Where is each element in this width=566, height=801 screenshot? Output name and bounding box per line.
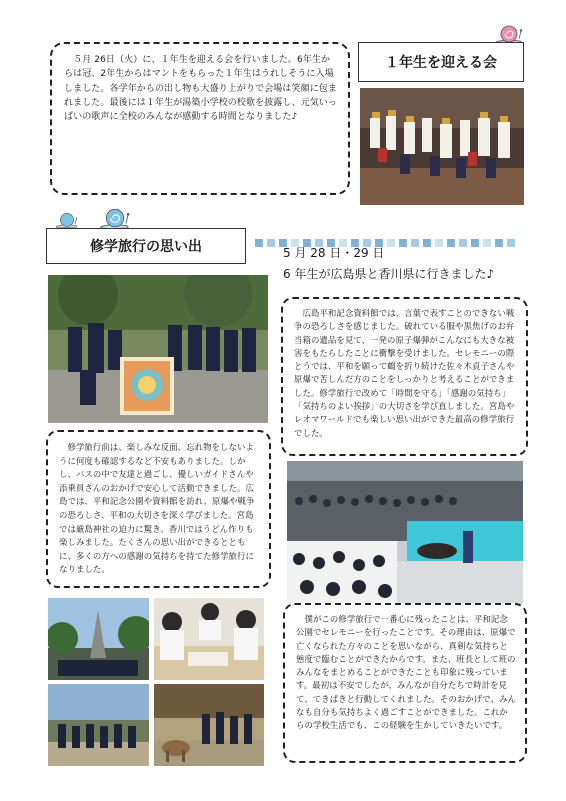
trip-title-box: [46, 228, 246, 264]
photo-group-miyajima: [48, 684, 149, 766]
photo-peace-monument: [48, 598, 149, 680]
before-trip-body: 修学旅行前は、楽しみな反面、忘れ物をしないように何度も確認するなど不安もありました。しかし、バスの中で友達と過ごし、優しいガイドさんや添乗員さんのおかげで安心して活動できました。広島では、平和記念公園や資料館を訪れ、原爆や戦争の恐ろしさ、平和の大切さを深く学びました。宮島では厳島神社の迫力に驚き、香川ではうどん作りも楽しみました。たくさんの思い出ができるとともに、多くの方への感謝の気持ちを持てた修学旅行になりました。: [59, 442, 255, 575]
dots-decoration: [255, 232, 525, 242]
welcome-body: ５月 26日（火）に、１年生を迎える会を行いました。6年生からは冠、2年生からはマントをもらった１年生はうれしそうに入場しました。各学年からの出し物も大盛り上がりで会場は笑顔に包まれました。最後には１年生が湯築小学校の校歌を披露し、元気いっぱいの歌声に全校のみんなが感動する時間となりました♪: [64, 55, 338, 123]
photo-deer-street: [154, 684, 264, 766]
welcome-text-box: [50, 42, 350, 195]
snail-icon: [98, 205, 132, 229]
photo-welcome-ceremony: [360, 88, 524, 205]
welcome-title: １年生を迎える会: [385, 55, 497, 71]
photo-udon-making: [154, 598, 264, 680]
peace-museum-body: 広島平和記念資料館では、言葉で表すことのできない戦争の恐ろしさを感じました。破れている服や黒焦げのお弁当箱の遺品を見て、一発の原子爆弾がこんなにも大きな被害をもたらしたことに衝撃を受けました。セレモニーの際とうでは、平和を願って鶴を折り続けた佐々木貞子さんや原爆で苦しんだ方のことをしっかりと考えることができました。修学旅行で改めて「時間を守る」「感謝の気持ち」「気持ちのよい挨拶」の大切さを学び直しました。宮島やレオマワールドでも楽しい思い出ができた最高の修学旅行でした。: [294, 308, 515, 438]
photo-sea-lion-show: [287, 461, 523, 604]
trip-title: 修学旅行の思い出: [90, 239, 202, 255]
trip-subtitle: 6 年生が広島県と香川県に行きました♪: [283, 267, 495, 281]
photo-group-peace-park: [48, 275, 268, 423]
snail-icon: [494, 22, 524, 44]
snail-icon: [54, 210, 80, 228]
before-trip-text-box: [46, 430, 271, 588]
ceremony-body: 僕がこの修学旅行で一番心に残ったことは、平和記念公園でセレモニーを行ったことです。その理由は、原爆で亡くなられた方々のことを思いながら、真剣な気持ちと態度で臨むことができたからです。また、班長として班のみんなをまとめることができたことも印象に残っています。最初は不安でしたが、みんなが自分たちで時計を見て、てきぱきと行動してくれました。そのおかげで、みんなも自分も気持ちよく過ごすことができました。これからの学校生活でも、この経験を生かしていきたいです。: [296, 614, 517, 731]
trip-date: 5 月 28 日・29 日: [283, 246, 385, 260]
welcome-title-box: [358, 42, 524, 82]
ceremony-text-box: [283, 603, 527, 763]
peace-museum-text-box: [281, 297, 528, 456]
